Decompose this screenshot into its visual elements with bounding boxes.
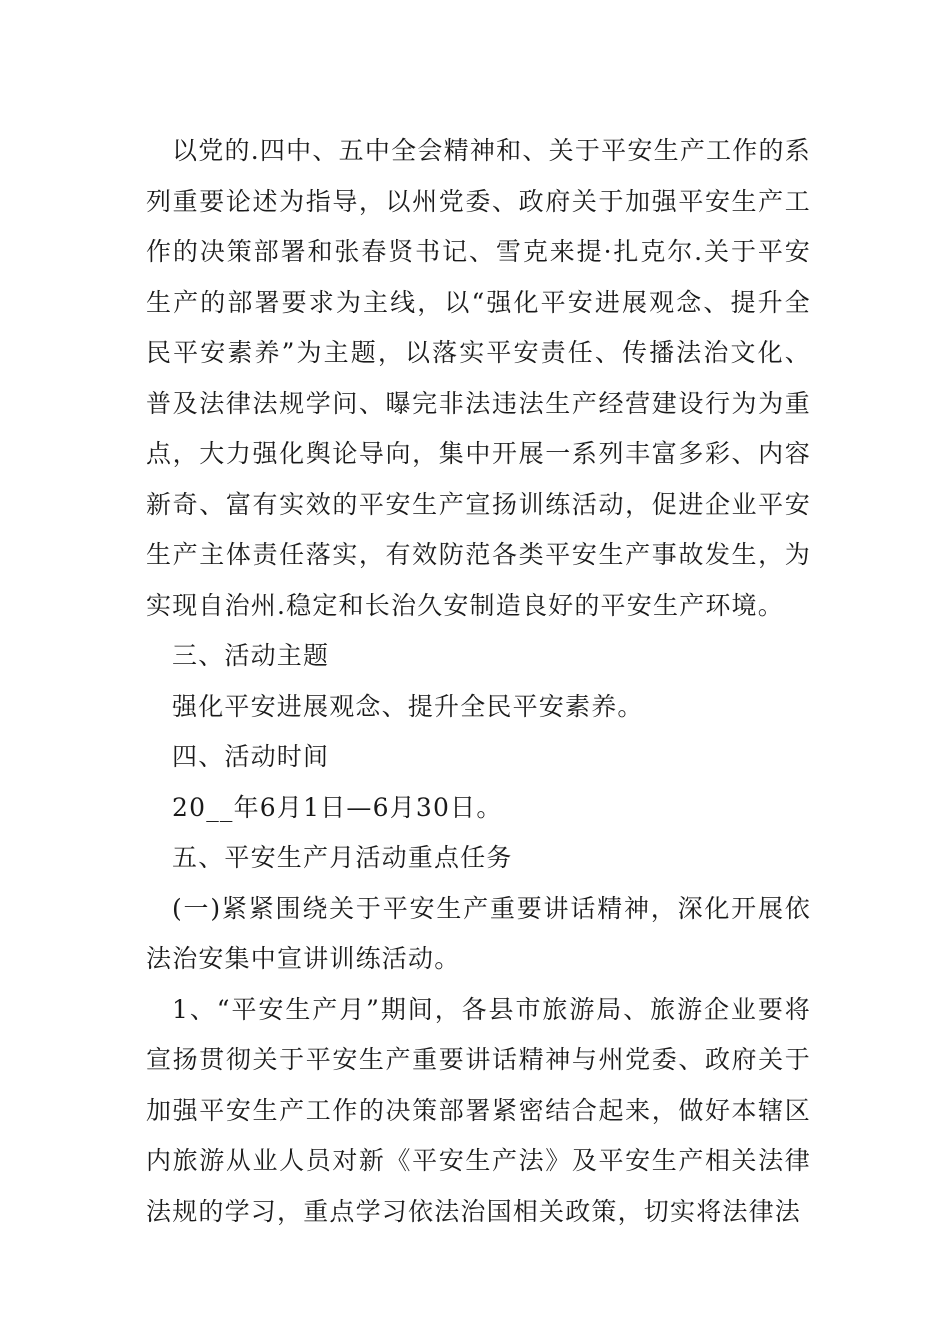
paragraph-activity-time: 20__年6月1日—6月30日。 (172, 792, 503, 822)
heading-key-tasks: 五、平安生产月活动重点任务 (172, 843, 513, 872)
heading-activity-theme: 三、活动主题 (172, 641, 330, 670)
paragraph-activity-theme: 强化平安进展观念、提升全民平安素养。 (172, 691, 644, 721)
paragraph-guiding-ideology: 以党的.四中、五中全会精神和、关于平安生产工作的系列重要论述为指导，以州党委、政府关于加强平安生产工作的决策部署和张春贤书记、雪克来提·扎克尔.关于平安生产的部署要求为主线，以“强化平安进展观念、提升全民平安素养”为主题，以落实平安责任、传播法治文化、普及法律法规学问、曝完非法违法生产经营建设行为为重点，大力强化舆论导向，集中开展一系列丰富多彩、内容新奇、富有实效的平安生产宣扬训练活动，促进企业平安生产主体责任落实，有效防范各类平安生产事故发生，为实现自治州.稳定和长治久安制造良好的平安生产环境。 (146, 136, 811, 620)
heading-activity-time: 四、活动时间 (172, 742, 330, 771)
paragraph-task-1: (一)紧紧围绕关于平安生产重要讲话精神，深化开展依法治安集中宣讲训练活动。 (146, 893, 811, 973)
paragraph-task-1-item-1: 1、“平安生产月”期间，各县市旅游局、旅游企业要将宣扬贯彻关于平安生产重要讲话精神与州党委、政府关于加强平安生产工作的决策部署紧密结合起来，做好本辖区内旅游从业人员对新《平安生产法》及平安生产相关法律法规的学习，重点学习依法治国相关政策，切实将法律法 (146, 994, 811, 1226)
document-body (146, 126, 811, 1237)
